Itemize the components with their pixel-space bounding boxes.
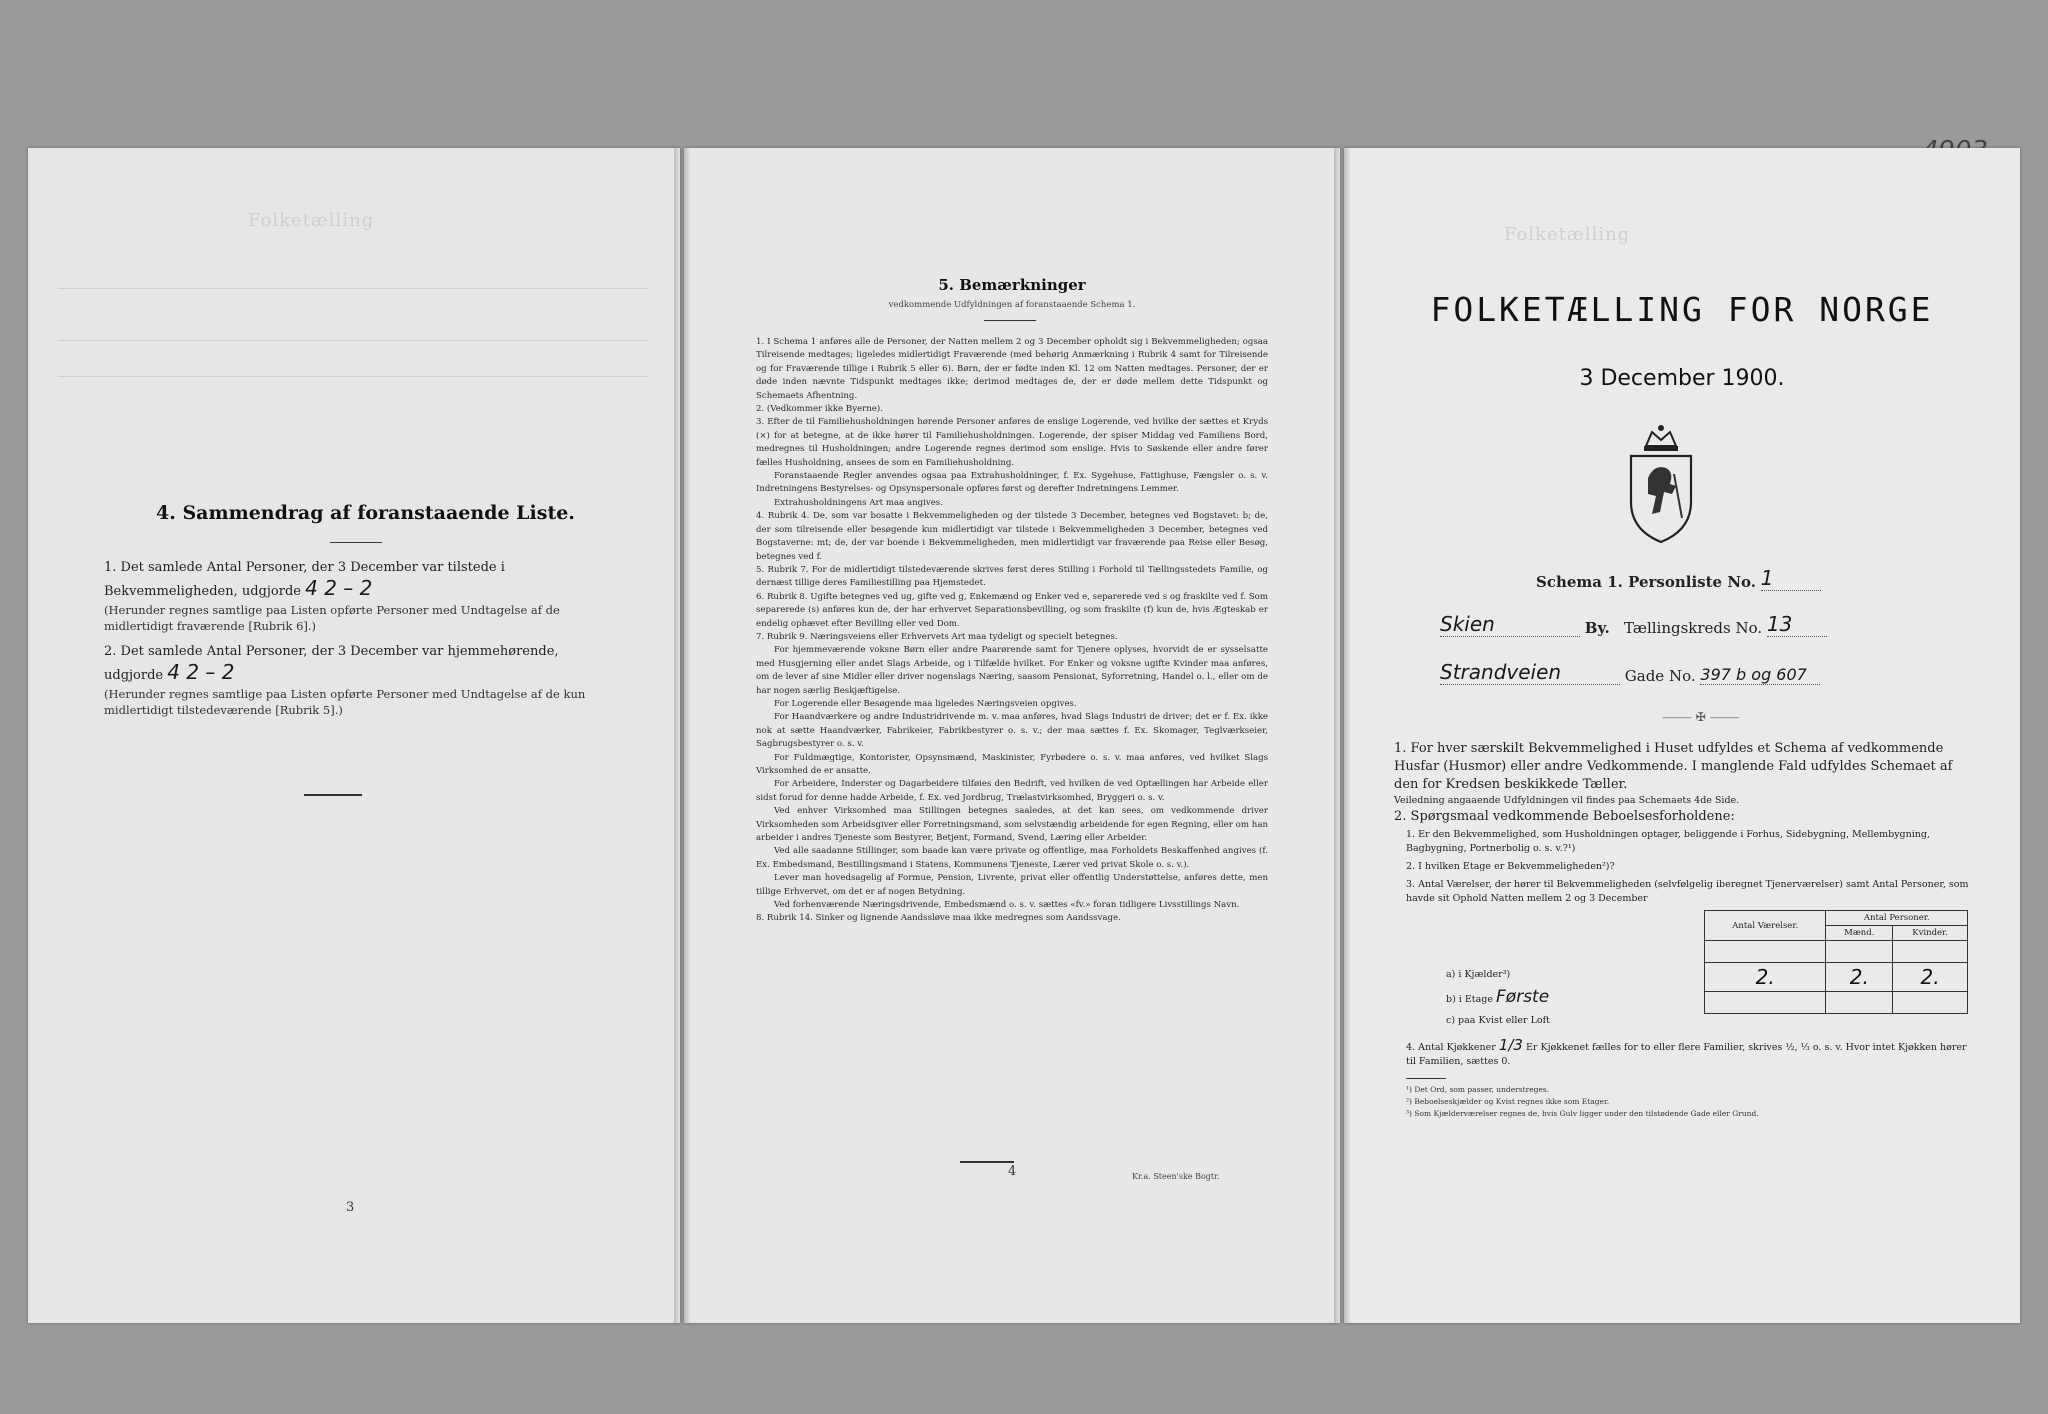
faded-rule: [58, 376, 648, 377]
spine-shadow: [1334, 148, 1340, 1323]
instruction-1-note: Veiledning angaaende Udfyldningen vil findes paa Schemaets 4de Side.: [1394, 795, 1740, 806]
remark-paragraph: For Logerende eller Besøgende maa ligeledes Næringsveien opgives.: [774, 698, 1077, 709]
instruction-2: 2. Spørgsmaal vedkommende Beboelsesforholdene:: [1394, 809, 1735, 824]
footnote-2: ²) Beboelseskjælder og Kvist regnes ikke som Etager.: [1406, 1097, 1610, 1106]
remark-paragraph: Ved alle saadanne Stillinger, som baade kan være private og offentlige, maa Forholdets Beskaffenhed angives (f. Ex. Embedsmand, Bestillingsmand i Statens, Kommunens Tjeneste, Lærer ved privat Skole o. s. v.).: [756, 846, 1268, 870]
header-rooms: Antal Værelser.: [1705, 911, 1826, 941]
page-4: [684, 148, 1340, 1323]
remark-paragraph: Foranstaaende Regler anvendes ogsaa paa Extrahusholdninger, f. Ex. Sygehuse, Fattighuse, Fængsler o. s. v. Indretningens Bestyrelses- og Opsynspersonale opføres først og derefter Indretningens Lemmer.: [756, 471, 1268, 495]
spine-shadow: [684, 148, 690, 1323]
schema-line: [1536, 566, 1821, 591]
remark-paragraph: For Arbeidere, Inderster og Dagarbeidere tilføies den Bedrift, ved hvilken de ved Optællingen har Arbeide eller sidst forud for denne hadde Arbeide, f. Ex. ved Jordbrug, Trælastvirksomhed, Bryggeri o. s. v.: [756, 779, 1268, 803]
census-title: FOLKETÆLLING FOR NORGE: [1430, 290, 1934, 329]
page-1: [1344, 148, 2020, 1323]
question-4-label: 4. Antal Kjøkkener: [1406, 1042, 1496, 1053]
question-4-text: Er Kjøkkenet fælles for to eller flere Familier, skrives ½, ⅓ o. s. v. Hvor intet Kjøkken hører til Familien, sættes 0.: [1406, 1042, 1967, 1067]
faded-heading: Folketælling: [248, 210, 375, 231]
cell-a-men: [1826, 941, 1893, 963]
cell-c-rooms: [1705, 992, 1826, 1014]
header-persons: Antal Personer.: [1826, 911, 1968, 926]
remark-paragraph: For Fuldmægtige, Kontorister, Opsynsmænd, Maskinister, Fyrbødere o. s. v. maa anføres, ved hvilket Slags Virksomhed de er ansatte.: [756, 752, 1268, 776]
row-b-label: b) i Etage: [1446, 994, 1493, 1005]
row-b-etage: Første: [1496, 987, 1550, 1007]
item-1-text: 1. Det samlede Antal Personer, der 3 December var tilstede i Bekvemmeligheden, udgjorde: [104, 560, 505, 599]
footnote-1: ¹) Det Ord, som passer, understreges.: [1406, 1085, 1550, 1094]
cell-a-rooms: [1705, 941, 1826, 963]
question-1: 1. Er den Bekvemmelighed, som Husholdningen optager, beliggende i Forhus, Sidebygning, Mellembygning, Bagbygning, Portnerbolig o. s. v.?¹): [1406, 829, 1931, 854]
remarks-subtitle: vedkommende Udfyldningen af foranstaaende Schema 1.: [888, 300, 1136, 310]
summary-item-2: [104, 642, 604, 718]
item-2-note: (Herunder regnes samtlige paa Listen opførte Personer med Undtagelse af de kun midlertidigt tilstedeværende [Rubrik 5].): [104, 687, 586, 717]
remark-paragraph: 1. I Schema 1 anføres alle de Personer, der Natten mellem 2 og 3 December opholdt sig i Bekvemmeligheden; ogsaa Tilreisende medtages; ligeledes midlertidigt Fraværende (med behørig Anmærkning i Rubrik 4 samt for Tilreisende og for Fraværende tillige i Rubrik 5 eller 6). Børn, der er fødte inden Kl. 12 om Natten medtages. Personer, der er døde inden nævnte Tidspunkt medtages ikke; derimod medtages de, der er døde mellem dette Tidspunkt og Schemaets Afhentning.: [756, 337, 1268, 401]
remark-paragraph: Extrahusholdningens Art maa angives.: [774, 497, 943, 508]
remark-paragraph: 7. Rubrik 9. Næringsveiens eller Erhvervets Art maa tydeligt og specielt betegnes.: [756, 631, 1118, 642]
remark-paragraph: For hjemmeværende voksne Børn eller andre Paarørende samt for Tjenere oplyses, hvorvidt de er sysselsatte med Husgjerning eller andet Slags Arbeide, og i Tilfælde hvilket. For Enker og voksne ugifte Kvinder maa anføres, om de lever af sine Midler eller driver nogenslags Næring, saasom Pensionat, Syforretning, Handel o. l., eller om de har nogen særlig Beskjæftigelse.: [756, 645, 1268, 696]
cell-b-rooms: 2.: [1705, 963, 1826, 992]
cell-a-women: [1893, 941, 1968, 963]
remark-paragraph: 6. Rubrik 8. Ugifte betegnes ved ug, gifte ved g, Enkemænd og Enker ved e, separerede ved s og fraskilte ved f. Som separerede (s) anføres kun de, der har erhvervet Separationsbevilling, og som fraskilte (f) kun de, hvis Ægteskab er endelig ophævet efter Bevilling eller ved Dom.: [756, 591, 1268, 629]
printer-imprint: Kr.a. Steen'ske Bogtr.: [1132, 1172, 1220, 1181]
question-2: 2. I hvilken Etage er Bekvemmeligheden²)?: [1406, 861, 1615, 872]
item-2-value: 4 2 – 2: [167, 660, 235, 684]
row-b-line: [1446, 987, 1550, 1007]
street-value: Strandveien: [1440, 660, 1620, 685]
town-line: [1440, 612, 1827, 637]
page-number: 3: [346, 1200, 355, 1215]
remark-paragraph: 8. Rubrik 14. Sinker og lignende Aandssløve maa ikke medregnes som Aandssvage.: [756, 913, 1121, 924]
instruction-1: [1394, 740, 1974, 807]
item-2-text: 2. Det samlede Antal Personer, der 3 December var hjemmehørende, udgjorde: [104, 644, 559, 683]
header-women: Kvinder.: [1893, 926, 1968, 941]
cell-c-women: [1893, 992, 1968, 1014]
street-number: 397 b og 607: [1700, 665, 1820, 685]
schema-number: 1: [1761, 566, 1821, 591]
item-1-note: (Herunder regnes samtlige paa Listen opførte Personer med Undtagelse af de midlertidigt fraværende [Rubrik 6].): [104, 603, 560, 633]
census-date: 3 December 1900.: [1579, 366, 1785, 391]
remark-paragraph: 4. Rubrik 4. De, som var bosatte i Bekvemmeligheden og der tilstede 3 December, betegnes ved Bogstavet: b; de, der som tilreisende eller besøgende kun midlertidigt var tilstede i Bekvemmeligheden 3 December, betegnes ved Bogstaverne: mt; de, der var boende i Bekvemmeligheden, men midlertidigt var fraværende paa Reise eller Besøg, betegnes ved f.: [756, 511, 1268, 562]
remarks-title: 5. Bemærkninger: [938, 276, 1086, 294]
street-line: [1440, 660, 1820, 685]
footnotes: [1406, 1084, 1946, 1120]
faded-rule: [58, 288, 648, 289]
divider-ornament-icon: ⸻ ✠ ⸻: [1662, 710, 1740, 724]
remark-paragraph: Lever man hovedsagelig af Formue, Pension, Livrente, privat eller offentlig Understøttelse, anføres dette, men tillige Erhvervet, om det er af nogen Betydning.: [756, 873, 1268, 897]
cell-b-women: 2.: [1893, 963, 1968, 992]
remarks-body: [756, 336, 1268, 926]
remark-paragraph: 3. Efter de til Familiehusholdningen hørende Personer anføres de enslige Logerende, ved hvilke der sættes et Kryds (×) for at betegne, at de ikke hører til Familiehusholdningen. Logerende, der spiser Middag ved Familiens Bord, medregnes til Husholdningen; andre Logerende regnes derimod som enslige. Hvis to Søskende eller andre fører fælles Husholdning, ansees de som en Familiehusholdning.: [756, 417, 1268, 468]
spine-shadow: [674, 148, 680, 1323]
remark-paragraph: 2. (Vedkommer ikke Byerne).: [756, 404, 883, 415]
question-4-value: 1/3: [1498, 1036, 1523, 1054]
district-value: 13: [1767, 612, 1827, 637]
page-number: 4: [1008, 1164, 1017, 1179]
remark-paragraph: For Haandværkere og andre Industridrivende m. v. maa anføres, hvad Slags Industri de driver; det er f. Ex. ikke nok at sætte Haandværker, Fabrikeier, Fabrikbestyrer o. s. v.; der maa sættes f. Ex. Skomager, Teglværkseier, Sagbrugsbestyrer o. s. v.: [756, 712, 1268, 750]
rooms-persons-table: [1704, 910, 1968, 1014]
town-label: By.: [1584, 619, 1610, 637]
cell-b-men: 2.: [1826, 963, 1893, 992]
question-4: [1406, 1038, 1976, 1069]
instruction-1-text: 1. For hver særskilt Bekvemmelighed i Huset udfyldes et Schema af vedkommende Husfar (Husmor) eller andre Vedkommende. I manglende Fald udfyldes Schemaet af den for Kredsen beskikkede Tæller.: [1394, 741, 1953, 792]
row-a-label: a) i Kjælder³): [1446, 969, 1511, 980]
schema-label: Schema 1. Personliste No.: [1536, 573, 1756, 591]
page-3: [28, 148, 680, 1323]
remark-paragraph: Ved enhver Virksomhed maa Stillingen betegnes saaledes, at det kan sees, om vedkommende driver Virksomheden som Arbeidsgiver eller Forretningsmand, som selvstændig arbeidende for egen Regning, eller om han arbeider i andres Tjeneste som Bestyrer, Betjent, Formand, Svend, Læring eller Arbeider.: [756, 806, 1268, 844]
row-c-label: c) paa Kvist eller Loft: [1446, 1015, 1550, 1026]
street-label: Gade No.: [1624, 667, 1696, 685]
title-rule: [330, 542, 382, 543]
cell-c-men: [1826, 992, 1893, 1014]
item-1-value: 4 2 – 2: [305, 576, 373, 600]
header-men: Mænd.: [1826, 926, 1893, 941]
remark-paragraph: Ved forhenværende Næringsdrivende, Embedsmænd o. s. v. sættes «fv.» foran tidligere Livsstillings Navn.: [774, 900, 1240, 911]
end-rule: [960, 1161, 1014, 1163]
district-label: Tællingskreds No.: [1624, 619, 1763, 637]
coat-of-arms-icon: [1616, 422, 1706, 546]
end-rule: [304, 794, 362, 796]
footnote-rule: [1406, 1078, 1446, 1079]
footnote-3: ³) Som Kjælderværelser regnes de, hvis Gulv ligger under den tilstødende Gade eller Grund.: [1406, 1109, 1759, 1118]
faded-heading: Folketælling: [1504, 224, 1631, 245]
summary-title: 4. Sammendrag af foranstaaende Liste.: [156, 502, 575, 524]
question-3: 3. Antal Værelser, der hører til Bekvemmeligheden (selvfølgelig iberegnet Tjenerværelser) samt Antal Personer, som havde sit Ophold Natten mellem 2 og 3 December: [1406, 879, 1969, 904]
title-rule: [984, 320, 1036, 321]
summary-item-1: [104, 558, 604, 634]
town-value: Skien: [1440, 612, 1580, 637]
faded-rule: [58, 340, 648, 341]
remark-paragraph: 5. Rubrik 7. For de midlertidigt tilstedeværende skrives først deres Stilling i Forhold til Tællingsstedets Familie, og dernæst tillige deres Familiestilling paa Hjemstedet.: [756, 564, 1268, 589]
